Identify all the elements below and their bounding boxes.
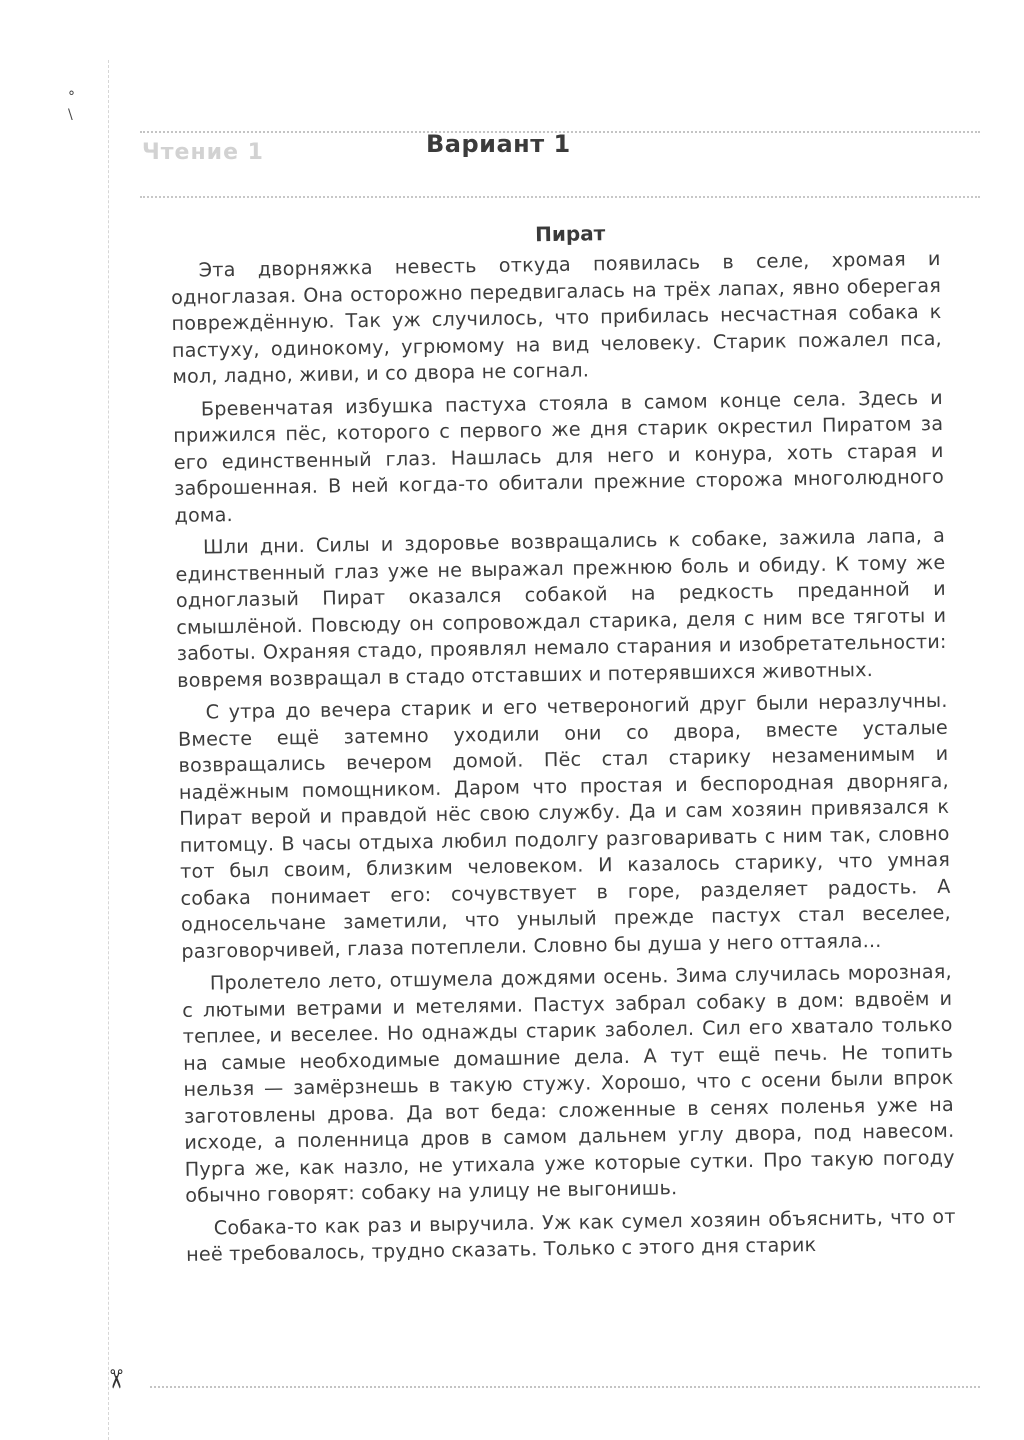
cut-line bbox=[108, 60, 109, 1440]
footer-top-rule bbox=[150, 1386, 980, 1388]
story-paragraph-6: Собака-то как раз и выручила. Уж как сумел хозяин объяснить, что от неё требовалось, трудно сказать. Только с этого дня старик bbox=[185, 1204, 956, 1266]
header-bottom-rule bbox=[140, 196, 980, 198]
story-paragraph-2: Бревенчатая избушка пастуха стояла в самом конце села. Здесь и прижился пёс, которого с первого же дня старик окрестил Пиратом за его единственный глаз. Нашлась для него и конура, хоть старая и заброшенная. В ней когда-то обитали прежние сторожа многолюдного дома. bbox=[173, 385, 945, 527]
margin-mark: ° \ bbox=[68, 89, 75, 123]
story-paragraph-5: Пролетело лето, отшумела дождями осень. Зима случилась морозная, с лютыми ветрами и метелями. Пастух забрал собаку в дом: вдвоём и теплее, и веселее. Но однажды старик заболел. Сил его хватало только на самые необходимые домашние дела. А тут ещё печь. Не топить нельзя — замёрзнешь в такую стужу. Хорошо, что с осени были впрок заготовлены дрова. Да вот беда: сложенные в сенях поленья уже на исходе, а поленница дров в самом дальнем углу двора, под навесом. Пурга же, как назло, не утихала уже которые сутки. Про такую погоду обычно говорят: собаку на улицу не выгонишь. bbox=[182, 959, 955, 1207]
variant-title: Вариант 1 bbox=[426, 130, 571, 158]
story-paragraph-4: С утра до вечера старик и его четвероногий друг были неразлучны. Вместе ещё затемно уходили они со двора, вместе усталые возвращались вечером домой. Пёс стал старику незаменимым и надёжным помощником. Даром что простая и беспородная дворняга, Пират верой и правдой нёс свою службу. Да и сам хозяин привязался к питомцу. В часы отдыха любил подолгу разговаривать с ним так, словно тот был своим, близким человеком. И казалось старику, что умная собака понимает его: сочувствует в горе, разделяет радость. А односельчане заметили, что унылый прежде пастух стал веселее, разговорчивей, глаза потеплели. Словно бы душа у него оттаяла... bbox=[177, 688, 952, 963]
story-paragraph-3: Шли дни. Силы и здоровье возвращались к собаке, зажила лапа, а единственный глаз уже не выражал прежнюю боль и обиду. К тому же одноглазый Пират оказался собакой на редкость преданной и смышлёной. Повсюду он сопровождал старика, деля с ним все тяготы и заботы. Охраняя стадо, проявлял немало старания и изобретательности: вовремя возвращал в стадо отставших и потерявшихся животных. bbox=[175, 523, 947, 692]
story-title: Пират bbox=[534, 221, 606, 247]
section-label: Чтение 1 bbox=[142, 140, 264, 165]
scissors-icon: ✂ bbox=[99, 1368, 130, 1390]
story-text-block bbox=[170, 214, 956, 1274]
story-paragraph-1: Эта дворняжка невесть откуда появилась в селе, хромая и одноглазая. Она осторожно передвигалась на трёх лапах, явно оберегая повреждённую. Так уж случилось, что прибилась несчастная собака к пастуху, одинокому, угрюмому на вид человеку. Старик пожалел пса, мол, ладно, живи, и со двора не согнал. bbox=[170, 246, 943, 388]
